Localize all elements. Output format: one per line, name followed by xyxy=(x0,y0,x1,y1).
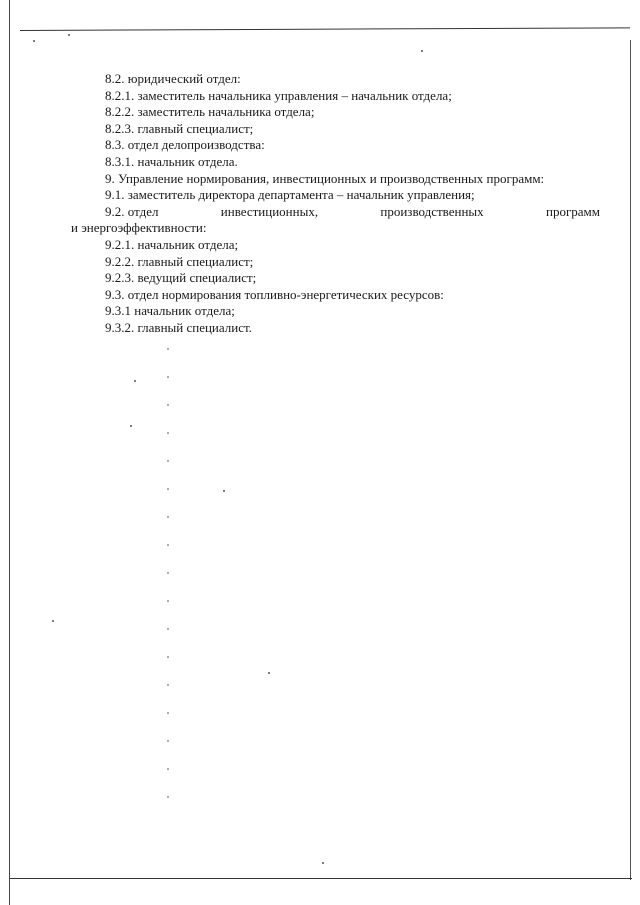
scan-speck xyxy=(130,425,132,427)
scan-border-right xyxy=(630,40,631,880)
text-line: 8.2.3. главный специалист; xyxy=(105,120,254,136)
text-line: 9.1. заместитель директора департамента – начальник управления; xyxy=(105,187,475,203)
scan-border-left xyxy=(9,0,10,905)
continuation-line: и энергоэффективности: xyxy=(71,220,207,236)
text-line: 9.2.1. начальник отдела; xyxy=(105,236,239,252)
text-line: 8.2.2. заместитель начальника отдела; xyxy=(105,104,315,120)
text-line: 9.2.3. ведущий специалист; xyxy=(105,270,257,286)
text-line: 9.2.2. главный специалист; xyxy=(105,253,254,269)
scan-speck xyxy=(223,490,225,492)
text-line: 9. Управление нормирования, инвестиционных и производственных программ: xyxy=(105,170,545,186)
text-line: 9.3.2. главный специалист. xyxy=(105,319,252,335)
scan-artifact-dots xyxy=(167,335,169,805)
text-word: производственных xyxy=(380,203,484,219)
justified-text-line xyxy=(88,204,600,221)
scan-speck xyxy=(421,50,423,52)
text-line: 8.3. отдел делопроизводства: xyxy=(105,137,265,153)
scan-border-bottom xyxy=(10,878,632,879)
text-line: 9.3.1 начальник отдела; xyxy=(105,303,235,319)
text-line: 8.3.1. начальник отдела. xyxy=(105,153,238,169)
text-line: 9.3. отдел нормирования топливно-энергетических ресурсов: xyxy=(105,286,444,302)
scan-speck xyxy=(268,672,270,674)
text-line: 8.2. юридический отдел: xyxy=(105,71,241,86)
scan-speck xyxy=(52,620,54,622)
text-word: 9.2. отдел xyxy=(105,203,159,219)
scan-speck xyxy=(33,40,35,42)
scan-border-top xyxy=(20,27,630,31)
scan-speck xyxy=(68,34,70,36)
text-line: 8.2.1. заместитель начальника управления – начальник отдела; xyxy=(105,87,452,103)
scan-speck xyxy=(322,862,324,864)
text-word: программ xyxy=(545,203,600,219)
scan-speck xyxy=(134,380,136,382)
document-body xyxy=(71,71,600,337)
text-word: инвестиционных, xyxy=(220,203,319,219)
